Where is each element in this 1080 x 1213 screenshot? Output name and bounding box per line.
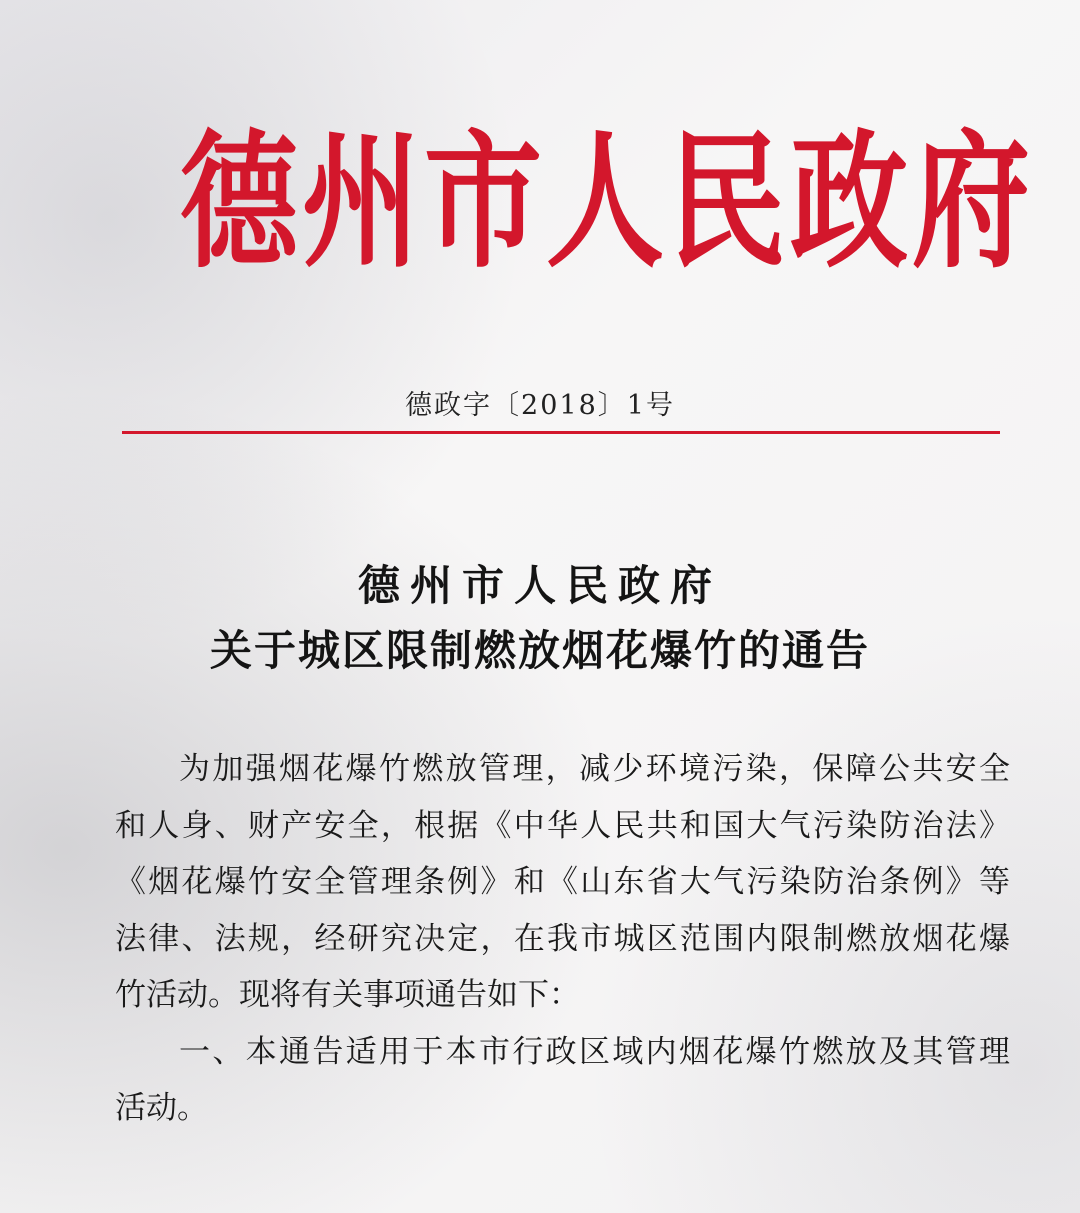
notice-body (115, 741, 1010, 1137)
paragraph-1-line: 法律、法规，经研究决定，在我市城区范围内限制燃放烟花爆 (115, 920, 1010, 957)
bleed-through-text (130, 20, 1010, 75)
paragraph-2-line: 活动。 (115, 1090, 208, 1126)
paragraph-1-line: 竹活动。现将有关事项通告如下： (115, 977, 580, 1013)
paragraph-1-line: 为加强烟花爆竹燃放管理，减少环境污染，保障公共安全 (179, 751, 1010, 787)
paragraph-1-line: 《烟花爆竹安全管理条例》和《山东省大气污染防治条例》等 (115, 864, 1010, 900)
document-number: 德政字〔2018〕1号 (405, 390, 675, 421)
notice-title-issuer: 德州市人民政府 (357, 561, 722, 610)
issuer-red-header: 德州市人民政府 (180, 114, 1035, 288)
paragraph-2-line: 一、本通告适用于本市行政区域内烟花爆竹燃放及其管理 (179, 1033, 1010, 1070)
red-divider-line (122, 431, 1000, 434)
notice-title-subject: 关于城区限制燃放烟花爆竹的通告 (209, 626, 870, 675)
paragraph-1-line: 和人身、财产安全，根据《中华人民共和国大气污染防治法》 (115, 807, 1010, 844)
